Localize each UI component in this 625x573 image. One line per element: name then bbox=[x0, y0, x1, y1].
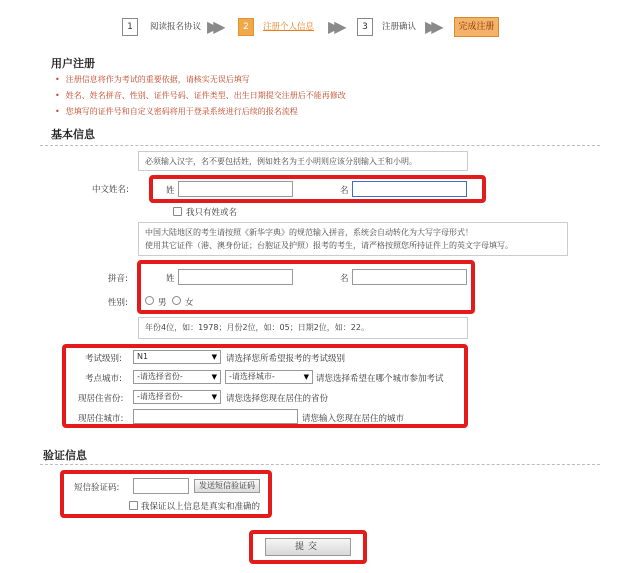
notice-text: 姓名、姓名拼音、性别、证件号码、证件类型、出生日期提交注册后不能再修改 bbox=[65, 91, 346, 100]
exam-province-value: -请选择省份- bbox=[137, 372, 183, 381]
step-arrow-icon: ▶▶ bbox=[328, 17, 341, 36]
exam-city-select[interactable] bbox=[225, 370, 313, 384]
exam-city-value: -请选择城市- bbox=[229, 372, 275, 381]
gender-female-label: 女 bbox=[185, 298, 194, 308]
residence-city-label: 现居住城市: bbox=[78, 414, 124, 424]
submit-button[interactable]: 提交 bbox=[265, 538, 351, 556]
notice-item bbox=[55, 74, 250, 86]
birth-hint-box bbox=[138, 317, 468, 339]
verify-info-title: 验证信息 bbox=[43, 449, 87, 462]
pinyin-surname-input[interactable] bbox=[178, 269, 293, 285]
surname-input[interactable] bbox=[178, 181, 293, 197]
bullet-icon: • bbox=[55, 107, 60, 116]
residence-province-select[interactable] bbox=[133, 390, 221, 404]
gender-female-radio[interactable] bbox=[172, 296, 181, 305]
step-arrow-icon: ▶▶ bbox=[425, 17, 438, 36]
step-1-number: 1 bbox=[122, 18, 138, 36]
given-name-label: 名 bbox=[340, 186, 349, 196]
dropdown-caret-icon: ▼ bbox=[211, 353, 217, 361]
given-name-input[interactable] bbox=[352, 181, 467, 197]
pinyin-hint-text-2: 使用其它证件（港、澳身份证；台胞证及护照）报考的考生，请严格按照您所持证件上的英文字母填写。 bbox=[145, 241, 513, 250]
name-hint-box bbox=[138, 151, 468, 171]
sms-code-input[interactable] bbox=[133, 478, 189, 494]
only-surname-label: 我只有姓或名 bbox=[186, 208, 238, 218]
residence-city-hint: 请您输入您现在居住的城市 bbox=[302, 414, 405, 424]
residence-province-value: -请选择省份- bbox=[137, 392, 183, 401]
gender-male-label: 男 bbox=[158, 298, 167, 308]
pinyin-hint-box bbox=[138, 222, 568, 256]
guarantee-label: 我保证以上信息是真实和准确的 bbox=[141, 502, 261, 512]
pinyin-hint-text-1: 中国大陆地区的考生请按照《新华字典》的规范输入拼音，系统会自动转化为大写字母形式！ bbox=[145, 228, 473, 237]
pinyin-surname-label: 姓 bbox=[166, 274, 175, 284]
dropdown-caret-icon: ▼ bbox=[303, 373, 309, 381]
notice-text: 您填写的证件号和自定义密码将用于登录系统进行后续的报名流程 bbox=[65, 107, 298, 116]
dropdown-caret-icon: ▼ bbox=[211, 393, 217, 401]
step-1-label: 阅读报名协议 bbox=[150, 22, 202, 32]
step-arrow-icon: ▶▶ bbox=[207, 17, 220, 36]
exam-level-value: N1 bbox=[137, 352, 149, 361]
exam-level-select[interactable] bbox=[133, 350, 221, 364]
residence-province-hint: 请您选择您现在居住的省份 bbox=[226, 394, 329, 404]
send-sms-button[interactable]: 发送短信验证码 bbox=[194, 479, 260, 493]
pinyin-label: 拼音: bbox=[108, 274, 128, 284]
exam-level-label: 考试级别: bbox=[85, 354, 122, 364]
pinyin-given-input[interactable] bbox=[352, 269, 467, 285]
surname-label: 姓 bbox=[166, 186, 175, 196]
residence-city-input[interactable] bbox=[133, 409, 298, 424]
exam-city-hint: 请您选择希望在哪个城市参加考试 bbox=[316, 374, 444, 384]
gender-male-radio[interactable] bbox=[145, 296, 154, 305]
user-registration-title: 用户注册 bbox=[51, 57, 95, 70]
notice-item bbox=[55, 90, 346, 102]
exam-city-label: 考点城市: bbox=[85, 374, 122, 384]
bullet-icon: • bbox=[55, 75, 60, 84]
exam-level-hint: 请选择您所希望报考的考试级别 bbox=[226, 354, 346, 364]
chinese-name-label: 中文姓名: bbox=[92, 185, 129, 195]
sms-code-label: 短信验证码: bbox=[74, 483, 120, 493]
basic-info-title: 基本信息 bbox=[51, 128, 95, 141]
step-2-label: 注册个人信息 bbox=[263, 22, 315, 32]
name-hint-text: 必须输入汉字，名不要包括姓，例如姓名为王小明则应该分别输入王和小明。 bbox=[145, 157, 417, 166]
step-final-complete: 完成注册 bbox=[454, 17, 499, 37]
only-surname-checkbox[interactable] bbox=[173, 207, 182, 216]
step-3-label: 注册确认 bbox=[382, 22, 417, 32]
step-2-number: 2 bbox=[238, 18, 254, 36]
dropdown-caret-icon: ▼ bbox=[211, 373, 217, 381]
residence-province-label: 现居住省份: bbox=[78, 394, 124, 404]
birth-hint-text: 年份4位，如：1978；月份2位，如：05；日期2位，如：22。 bbox=[145, 323, 369, 332]
exam-province-select[interactable] bbox=[133, 370, 221, 384]
bullet-icon: • bbox=[55, 91, 60, 100]
notice-item bbox=[55, 106, 298, 118]
gender-label: 性别: bbox=[108, 298, 128, 308]
notice-text: 注册信息将作为考试的重要依据，请核实无误后填写 bbox=[65, 75, 250, 84]
divider bbox=[40, 145, 600, 146]
guarantee-checkbox[interactable] bbox=[129, 501, 138, 510]
divider bbox=[40, 464, 600, 465]
step-3-number: 3 bbox=[357, 18, 373, 36]
pinyin-given-label: 名 bbox=[340, 274, 349, 284]
